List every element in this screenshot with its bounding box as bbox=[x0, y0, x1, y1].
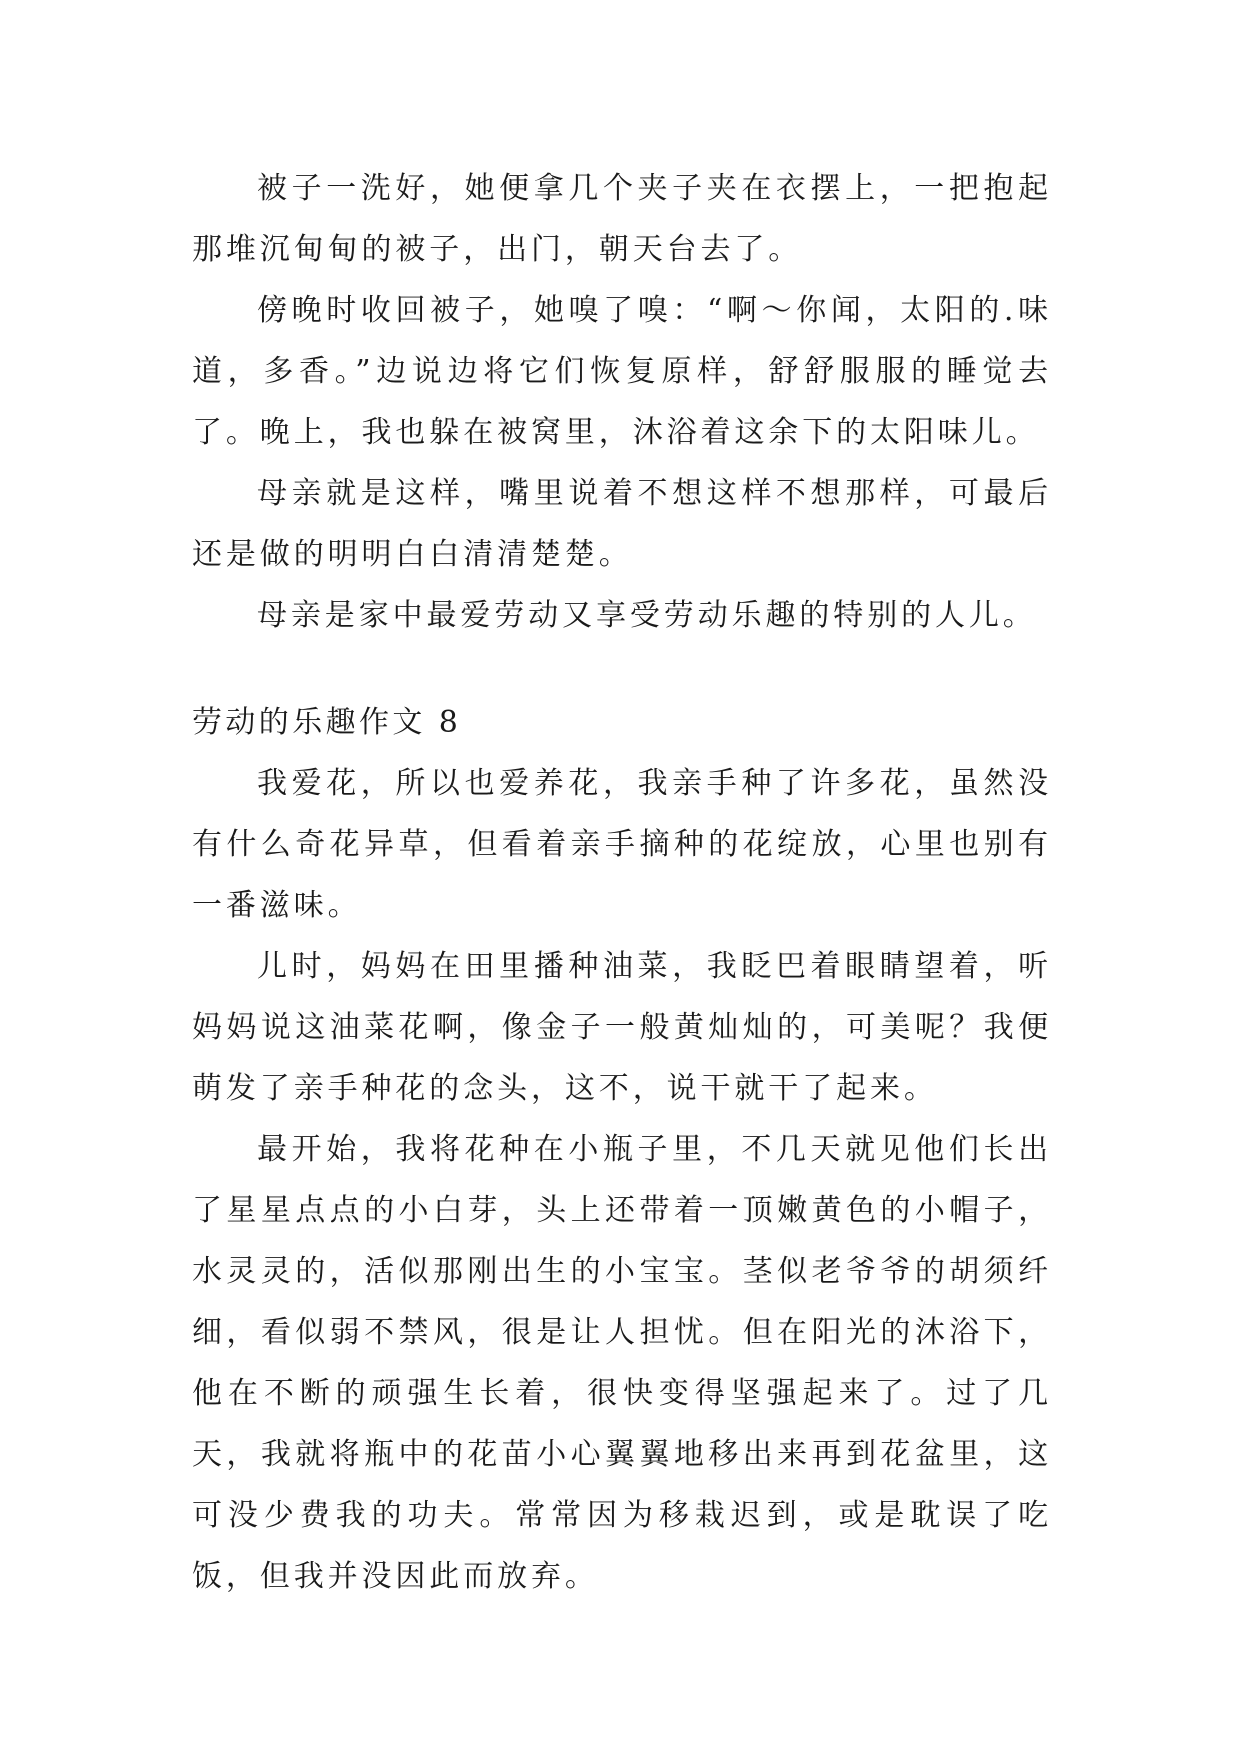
document-body bbox=[192, 158, 1052, 1607]
paragraph: 儿时，妈妈在田里播种油菜，我眨巴着眼睛望着，听妈妈说这油菜花啊，像金子一般黄灿灿的，可美呢？我便萌发了亲手种花的念头，这不，说干就干了起来。 bbox=[192, 949, 1052, 1106]
section-title: 劳动的乐趣作文 8 bbox=[192, 705, 462, 740]
paragraph: 母亲就是这样，嘴里说着不想这样不想那样，可最后还是做的明明白白清清楚楚。 bbox=[192, 476, 1052, 572]
paragraph: 傍晚时收回被子，她嗅了嗅：“啊～你闻，太阳的.味道，多香。”边说边将它们恢复原样，舒舒服服的睡觉去了。晚上，我也躲在被窝里，沐浴着这余下的太阳味儿。 bbox=[192, 293, 1052, 450]
paragraph: 母亲是家中最爱劳动又享受劳动乐趣的特别的人儿。 bbox=[257, 598, 1037, 633]
paragraph: 被子一洗好，她便拿几个夹子夹在衣摆上，一把抱起那堆沉甸甸的被子，出门，朝天台去了。 bbox=[192, 171, 1052, 267]
paragraph: 最开始，我将花种在小瓶子里，不几天就见他们长出了星星点点的小白芽，头上还带着一顶嫩黄色的小帽子，水灵灵的，活似那刚出生的小宝宝。茎似老爷爷的胡须纤细，看似弱不禁风，很是让人担忧。但在阳光的沐浴下，他在不断的顽强生长着，很快变得坚强起来了。过了几天，我就将瓶中的花苗小心翼翼地移出来再到花盆里，这可没少费我的功夫。常常因为移栽迟到，或是耽误了吃饭，但我并没因此而放弃。 bbox=[192, 1132, 1052, 1594]
paragraph: 我爱花，所以也爱养花，我亲手种了许多花，虽然没有什么奇花异草，但看着亲手摘种的花绽放，心里也别有一番滋味。 bbox=[192, 766, 1052, 923]
